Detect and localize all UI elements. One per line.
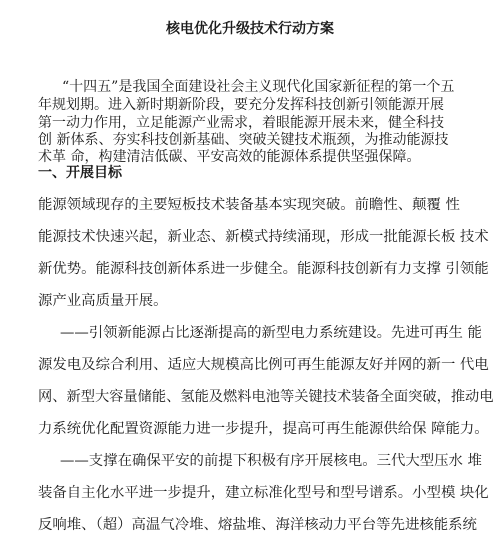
intro-line: 第一动力作用，立足能源产业需求，着眼能源开展未来，健全科技 — [38, 115, 444, 131]
section-heading: 一、开展目标 — [38, 165, 122, 181]
intro-line: “十四五”是我国全面建设社会主义现代化国家新征程的第一个五 — [62, 79, 455, 95]
body-line: 源发电及综合利用、适应大规模高比例可再生能源友好并网的新一 代电 — [38, 357, 489, 373]
intro-line: 术革 命，构建清洁低碳、平安高效的能源体系提供坚强保障。 — [38, 149, 421, 165]
body-line: 装备自主化水平进一步提升，建立标准化型号和型号谱系。小型模 块化 — [38, 485, 489, 501]
intro-line: 年规划期。进入新时期新阶段，要充分发挥科技创新引领能源开展 — [38, 97, 444, 113]
body-line: 力系统优化配置资源能力进一步提升，提高可再生能源供给保 障能力。 — [38, 421, 489, 437]
body-line: 反响堆、（超）高温气冷堆、熔盐堆、海洋核动力平台等先进核能系统 — [38, 517, 477, 533]
body-line: 能源领域现存的主要短板技术装备基本实现突破。前瞻性、颠覆 性 — [38, 197, 460, 213]
intro-line: 创 新体系、夯实科技创新基础、突破关键技术瓶颈，为推动能源技 — [38, 132, 449, 148]
body-line: 能源技术快速兴起，新业态、新模式持续涌现，形成一批能源长板 技术 — [38, 229, 489, 245]
body-line: 网、新型大容量储能、氢能及燃料电池等关键技术装备全面突破，推动电 — [38, 389, 494, 405]
body-line: ——引领新能源占比逐渐提高的新型电力系统建设。先进可再生 能 — [60, 325, 482, 341]
body-line: ——支撑在确保平安的前提下积极有序开展核电。三代大型压水 堆 — [60, 453, 482, 469]
document-title: 核电优化升级技术行动方案 — [166, 21, 334, 37]
body-line: 源产业高质量开展。 — [38, 293, 168, 309]
body-line: 新优势。能源科技创新体系进一步健全。能源科技创新有力支撑 引领能 — [38, 261, 489, 277]
